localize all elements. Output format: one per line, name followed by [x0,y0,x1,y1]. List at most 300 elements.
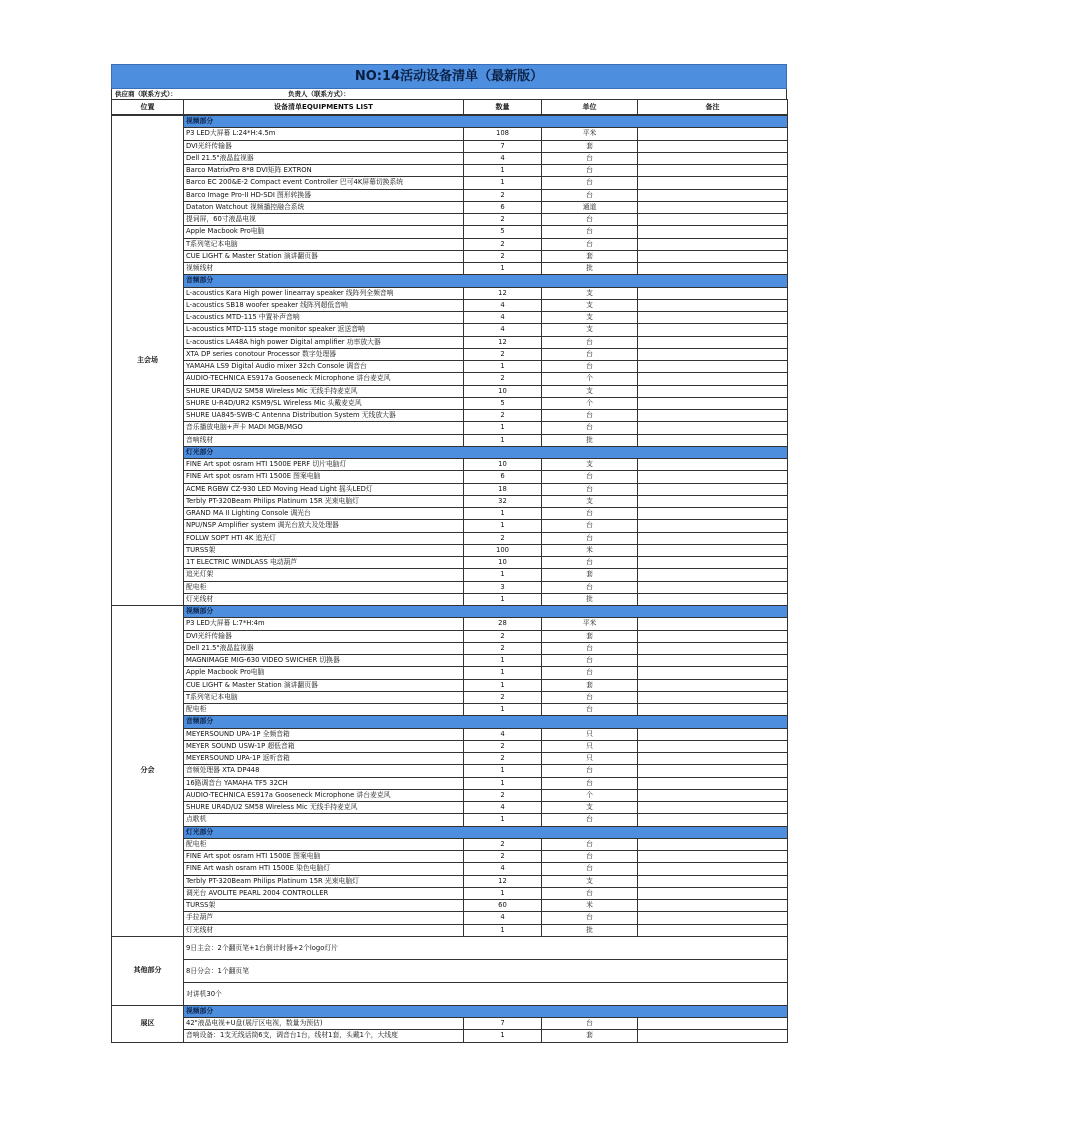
quantity-cell: 1 [464,422,542,434]
table-row [112,679,788,691]
equipment-name: FINE Art spot osram HTI 1500E PERF 切片电脑灯 [184,459,464,471]
location-cell: 展区 [112,1005,184,1042]
equipment-name: 追光灯架 [184,569,464,581]
quantity-cell: 4 [464,299,542,311]
remarks-cell [638,924,788,936]
unit-cell: 台 [542,238,638,250]
unit-cell: 台 [542,777,638,789]
remarks-cell [638,385,788,397]
quantity-cell: 2 [464,642,542,654]
remarks-cell [638,532,788,544]
table-row [112,875,788,887]
unit-cell: 台 [542,1018,638,1030]
quantity-cell: 7 [464,140,542,152]
quantity-cell: 2 [464,851,542,863]
remarks-cell [638,140,788,152]
unit-cell: 支 [542,287,638,299]
unit-cell: 台 [542,422,638,434]
header-equipment: 设备清单EQUIPMENTS LIST [184,100,464,116]
quantity-cell: 32 [464,495,542,507]
equipment-name: 灯光线材 [184,924,464,936]
remarks-cell [638,581,788,593]
unit-cell: 支 [542,312,638,324]
section-title: 灯光部分 [184,446,788,458]
equipment-name: Terbly PT-320Beam Philips Platinum 15R 光束电脑灯 [184,875,464,887]
unit-cell: 台 [542,863,638,875]
unit-cell: 米 [542,544,638,556]
remarks-cell [638,361,788,373]
unit-cell: 台 [542,765,638,777]
table-row [112,900,788,912]
equipment-name: TURSS架 [184,900,464,912]
equipment-name: YAMAHA LS9 Digital Audio mixer 32ch Console 调音台 [184,361,464,373]
quantity-cell: 1 [464,569,542,581]
remarks-cell [638,238,788,250]
unit-cell: 平米 [542,128,638,140]
equipment-name: Apple Macbook Pro电脑 [184,667,464,679]
quantity-cell: 100 [464,544,542,556]
section-title: 视频部分 [184,115,788,128]
quantity-cell: 4 [464,324,542,336]
remarks-cell [638,642,788,654]
equipment-table [111,99,788,1043]
quantity-cell: 1 [464,887,542,899]
equipment-name: 42"液晶电视+U盘(展厅区电视，数量为预估) [184,1018,464,1030]
remarks-cell [638,655,788,667]
unit-cell: 平米 [542,618,638,630]
table-row [112,495,788,507]
table-row [112,569,788,581]
quantity-cell: 2 [464,838,542,850]
equipment-name: XTA DP series conotour Processor 数字处理器 [184,348,464,360]
equipment-name: 手拉葫芦 [184,912,464,924]
table-row [112,557,788,569]
equipment-name: 配电柜 [184,704,464,716]
header-remarks: 备注 [638,100,788,116]
remarks-cell [638,336,788,348]
section-header-row [112,606,788,618]
section-title: 音频部分 [184,275,788,287]
equipment-name: L-acoustics MTD-115 中置补声音响 [184,312,464,324]
remarks-cell [638,495,788,507]
unit-cell: 批 [542,434,638,446]
unit-cell: 台 [542,838,638,850]
remarks-cell [638,740,788,752]
table-row [112,483,788,495]
contact-row [111,89,787,99]
table-row [112,863,788,875]
table-row [112,765,788,777]
table-row [112,214,788,226]
unit-cell: 套 [542,140,638,152]
table-row [112,924,788,936]
supplier-contact: 供应商（联系方式）： [115,90,177,98]
remarks-cell [638,263,788,275]
unit-cell: 通道 [542,201,638,213]
unit-cell: 台 [542,165,638,177]
equipment-name: 音频处理器 XTA DP448 [184,765,464,777]
table-row [112,324,788,336]
remarks-cell [638,838,788,850]
unit-cell: 台 [542,520,638,532]
table-row [112,691,788,703]
quantity-cell: 10 [464,459,542,471]
unit-cell: 批 [542,263,638,275]
equipment-name: 音响设备：1支无线话筒6支，调音台1台，线材1套，头戴1个，大线度 [184,1030,464,1042]
remarks-cell [638,226,788,238]
other-note: 对讲机30个 [184,982,788,1005]
quantity-cell: 2 [464,214,542,226]
equipment-name: SHURE U-R4D/UR2 KSM9/SL Wireless Mic 头戴麦克风 [184,397,464,409]
quantity-cell: 1 [464,434,542,446]
quantity-cell: 108 [464,128,542,140]
quantity-cell: 18 [464,483,542,495]
remarks-cell [638,544,788,556]
quantity-cell: 12 [464,336,542,348]
remarks-cell [638,789,788,801]
unit-cell: 台 [542,704,638,716]
unit-cell: 台 [542,851,638,863]
quantity-cell: 4 [464,863,542,875]
table-row [112,1018,788,1030]
remarks-cell [638,422,788,434]
quantity-cell: 1 [464,679,542,691]
remarks-cell [638,324,788,336]
table-row [112,165,788,177]
equipment-name: 配电柜 [184,581,464,593]
table-body [112,115,788,1042]
other-row [112,982,788,1005]
quantity-cell: 2 [464,532,542,544]
remarks-cell [638,165,788,177]
section-header-row [112,1005,788,1017]
quantity-cell: 5 [464,226,542,238]
unit-cell: 台 [542,667,638,679]
quantity-cell: 3 [464,581,542,593]
table-row [112,250,788,262]
section-title: 视频部分 [184,606,788,618]
quantity-cell: 10 [464,557,542,569]
quantity-cell: 1 [464,814,542,826]
quantity-cell: 1 [464,263,542,275]
unit-cell: 套 [542,1030,638,1042]
unit-cell: 个 [542,373,638,385]
equipment-name: MEYER SOUND USW-1P 超低音箱 [184,740,464,752]
remarks-cell [638,863,788,875]
unit-cell: 支 [542,459,638,471]
table-row [112,385,788,397]
remarks-cell [638,618,788,630]
quantity-cell: 2 [464,238,542,250]
equipment-name: NPU/NSP Amplifier system 调光台放大及处理器 [184,520,464,532]
quantity-cell: 12 [464,875,542,887]
quantity-cell: 1 [464,704,542,716]
equipment-name: SHURE UR4D/U2 SM58 Wireless Mic 无线手持麦克风 [184,385,464,397]
equipment-name: MEYERSOUND UPA-1P 返听音箱 [184,753,464,765]
equipment-name: Apple Macbook Pro电脑 [184,226,464,238]
remarks-cell [638,410,788,422]
quantity-cell: 1 [464,165,542,177]
section-title: 灯光部分 [184,826,788,838]
remarks-cell [638,1018,788,1030]
remarks-cell [638,691,788,703]
table-row [112,508,788,520]
table-row [112,630,788,642]
equipment-name: CUE LIGHT & Master Station 演讲翻页器 [184,250,464,262]
unit-cell: 米 [542,900,638,912]
remarks-cell [638,128,788,140]
remarks-cell [638,900,788,912]
table-row [112,201,788,213]
quantity-cell: 4 [464,312,542,324]
equipment-name: 配电柜 [184,838,464,850]
unit-cell: 支 [542,495,638,507]
remarks-cell [638,802,788,814]
section-header-row [112,115,788,128]
equipment-name: DVI光纤传输器 [184,630,464,642]
unit-cell: 台 [542,226,638,238]
location-cell: 分会 [112,606,184,937]
table-row [112,532,788,544]
quantity-cell: 1 [464,765,542,777]
table-row [112,667,788,679]
table-row [112,618,788,630]
table-row [112,777,788,789]
remarks-cell [638,177,788,189]
quantity-cell: 10 [464,385,542,397]
quantity-cell: 5 [464,397,542,409]
remarks-cell [638,152,788,164]
remarks-cell [638,814,788,826]
remarks-cell [638,753,788,765]
other-note: 8日分会：1个翻页笔 [184,959,788,982]
quantity-cell: 2 [464,691,542,703]
unit-cell: 台 [542,189,638,201]
unit-cell: 台 [542,691,638,703]
table-row [112,422,788,434]
table-row [112,655,788,667]
quantity-cell: 1 [464,1030,542,1042]
unit-cell: 只 [542,753,638,765]
remarks-cell [638,312,788,324]
quantity-cell: 1 [464,508,542,520]
header-unit: 单位 [542,100,638,116]
table-row [112,471,788,483]
unit-cell: 支 [542,875,638,887]
unit-cell: 台 [542,348,638,360]
table-row [112,177,788,189]
remarks-cell [638,397,788,409]
equipment-name: TURSS架 [184,544,464,556]
unit-cell: 支 [542,299,638,311]
equipment-name: FINE Art wash osram HTI 1500E 染色电脑灯 [184,863,464,875]
unit-cell: 台 [542,483,638,495]
remarks-cell [638,704,788,716]
quantity-cell: 1 [464,924,542,936]
table-row [112,581,788,593]
unit-cell: 支 [542,802,638,814]
equipment-name: MAGNIMAGE MIG-630 VIDEO SWICHER 切换器 [184,655,464,667]
remarks-cell [638,508,788,520]
section-title: 视频部分 [184,1005,788,1017]
unit-cell: 支 [542,385,638,397]
quantity-cell: 1 [464,177,542,189]
equipment-name: L-acoustics SB18 woofer speaker 线阵列超低音响 [184,299,464,311]
equipment-name: ACME RGBW CZ-930 LED Moving Head Light 摇头LED灯 [184,483,464,495]
equipment-name: 点歌机 [184,814,464,826]
unit-cell: 台 [542,336,638,348]
equipment-name: AUDIO-TECHNICA ES917a Gooseneck Microphone 讲台麦克风 [184,373,464,385]
table-row [112,336,788,348]
table-row [112,789,788,801]
remarks-cell [638,348,788,360]
unit-cell: 只 [542,740,638,752]
equipment-name: Barco EC 200&E-2 Compact event Controller 巴可4K屏幕切换系统 [184,177,464,189]
remarks-cell [638,373,788,385]
remarks-cell [638,630,788,642]
quantity-cell: 2 [464,630,542,642]
table-row [112,838,788,850]
remarks-cell [638,1030,788,1042]
equipment-name: Barco Image Pro-II HD-SDI 图形转换器 [184,189,464,201]
location-cell: 主会场 [112,115,184,606]
equipment-name: CUE LIGHT & Master Station 演讲翻页器 [184,679,464,691]
remarks-cell [638,557,788,569]
unit-cell: 套 [542,250,638,262]
quantity-cell: 2 [464,189,542,201]
quantity-cell: 2 [464,373,542,385]
section-header-row [112,716,788,728]
equipment-name: T系列笔记本电脑 [184,691,464,703]
remarks-cell [638,593,788,605]
table-row [112,128,788,140]
unit-cell: 套 [542,630,638,642]
location-cell: 其他部分 [112,936,184,1005]
equipment-name: SHURE UR4D/U2 SM58 Wireless Mic 无线手持麦克风 [184,802,464,814]
table-row [112,299,788,311]
quantity-cell: 6 [464,201,542,213]
unit-cell: 台 [542,912,638,924]
equipment-name: T系列笔记本电脑 [184,238,464,250]
remarks-cell [638,569,788,581]
equipment-name: Barco MatrixPro 8*8 DVI矩阵 EXTRON [184,165,464,177]
other-row [112,936,788,959]
unit-cell: 台 [542,581,638,593]
table-row [112,1030,788,1042]
table-row [112,544,788,556]
quantity-cell: 1 [464,777,542,789]
equipment-name: Dell 21.5"液晶监视器 [184,152,464,164]
other-note: 9日主会：2个翻页笔+1台倒计时器+2个logo灯片 [184,936,788,959]
table-row [112,753,788,765]
remarks-cell [638,851,788,863]
table-row [112,740,788,752]
remarks-cell [638,189,788,201]
quantity-cell: 2 [464,410,542,422]
remarks-cell [638,471,788,483]
equipment-name: FINE Art spot osram HTI 1500E 图案电脑 [184,851,464,863]
equipment-name: FOLLW SOPT HTI 4K 追光灯 [184,532,464,544]
remarks-cell [638,520,788,532]
table-row [112,361,788,373]
unit-cell: 台 [542,361,638,373]
remarks-cell [638,777,788,789]
unit-cell: 台 [542,642,638,654]
equipment-name: 调光台 AVOLITE PEARL 2004 CONTROLLER [184,887,464,899]
equipment-name: Dell 21.5"液晶监视器 [184,642,464,654]
quantity-cell: 4 [464,802,542,814]
unit-cell: 台 [542,532,638,544]
equipment-name: L-acoustics MTD-115 stage monitor speaker 返送音响 [184,324,464,336]
remarks-cell [638,459,788,471]
table-row [112,434,788,446]
header-quantity: 数量 [464,100,542,116]
quantity-cell: 12 [464,287,542,299]
table-row [112,189,788,201]
quantity-cell: 28 [464,618,542,630]
equipment-name: DVI光纤传输器 [184,140,464,152]
quantity-cell: 4 [464,728,542,740]
table-row [112,312,788,324]
header-row [112,100,788,116]
quantity-cell: 1 [464,655,542,667]
unit-cell: 台 [542,814,638,826]
quantity-cell: 4 [464,912,542,924]
equipment-name: L-acoustics Kara High power linearray speaker 线阵列全频音响 [184,287,464,299]
equipment-name: SHURE UA845-SWB-C Antenna Distribution System 无线放大器 [184,410,464,422]
quantity-cell: 2 [464,740,542,752]
table-row [112,593,788,605]
unit-cell: 台 [542,214,638,226]
remarks-cell [638,483,788,495]
table-row [112,887,788,899]
quantity-cell: 60 [464,900,542,912]
table-row [112,152,788,164]
remarks-cell [638,201,788,213]
remarks-cell [638,214,788,226]
remarks-cell [638,250,788,262]
section-header-row [112,446,788,458]
remarks-cell [638,875,788,887]
unit-cell: 台 [542,557,638,569]
equipment-name: Dataton Watchout 视频播控融合系统 [184,201,464,213]
remarks-cell [638,287,788,299]
quantity-cell: 1 [464,361,542,373]
unit-cell: 台 [542,152,638,164]
table-row [112,704,788,716]
quantity-cell: 1 [464,520,542,532]
remarks-cell [638,728,788,740]
remarks-cell [638,912,788,924]
unit-cell: 只 [542,728,638,740]
table-row [112,642,788,654]
equipment-name: Terbly PT-320Beam Philips Platinum 15R 光束电脑灯 [184,495,464,507]
remarks-cell [638,765,788,777]
equipment-name: GRAND MA II Lighting Console 调光台 [184,508,464,520]
table-row [112,263,788,275]
remarks-cell [638,679,788,691]
quantity-cell: 2 [464,789,542,801]
table-row [112,226,788,238]
quantity-cell: 1 [464,667,542,679]
sheet-title: NO:14活动设备清单（最新版） [111,64,787,89]
quantity-cell: 2 [464,348,542,360]
equipment-name: 16路调音台 YAMAHA TF5 32CH [184,777,464,789]
table-row [112,814,788,826]
unit-cell: 个 [542,789,638,801]
unit-cell: 套 [542,569,638,581]
remarks-cell [638,887,788,899]
